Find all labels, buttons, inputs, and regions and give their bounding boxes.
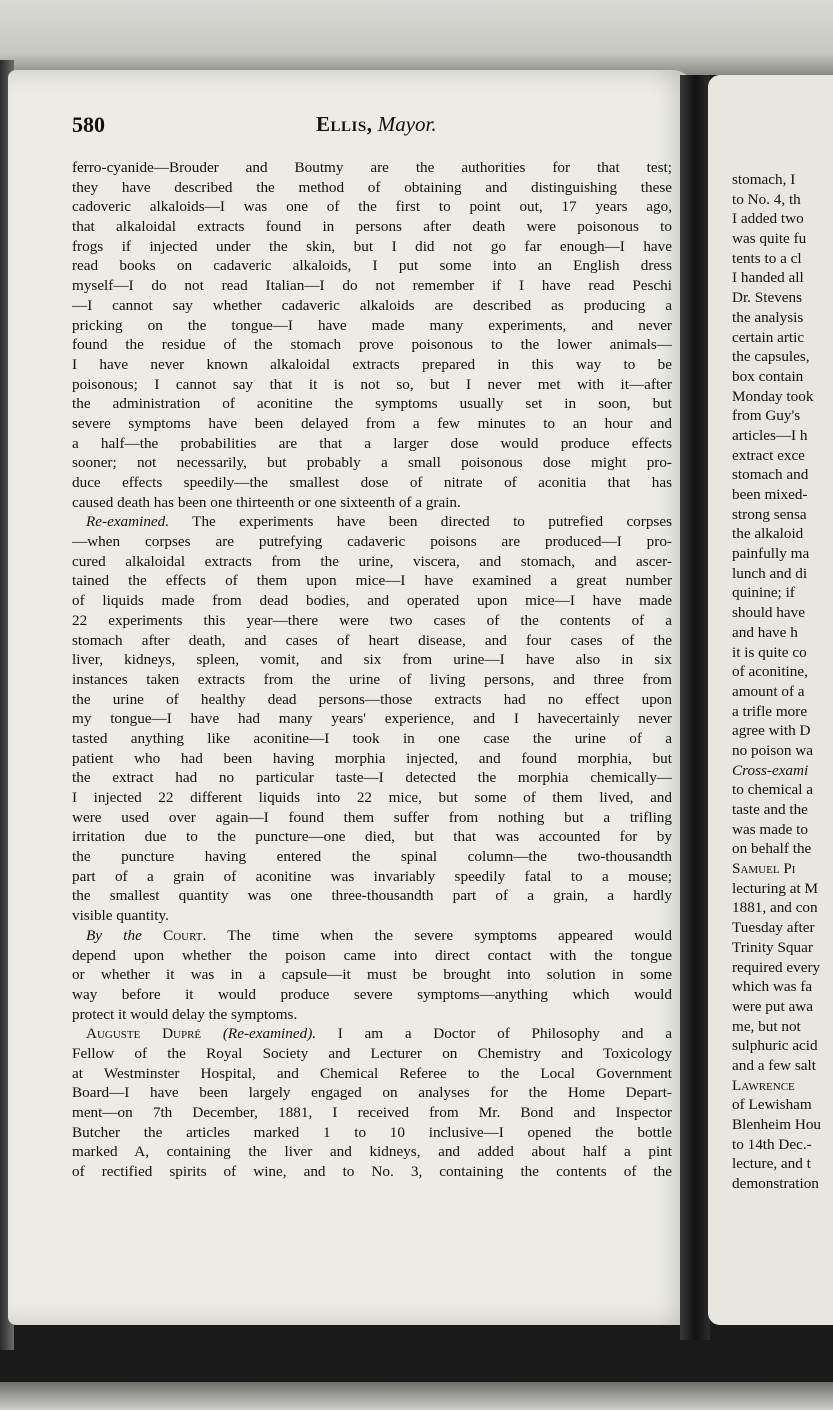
right-page-line: taste and the xyxy=(732,801,808,818)
text-line: my tongue—I have had many years' experience, and I havecertainly never xyxy=(72,710,672,728)
right-page-line: and a few salt xyxy=(732,1056,816,1074)
text-line: a half—the probabilities are that a larger dose would produce effects xyxy=(72,434,672,452)
right-page-line: stomach, I xyxy=(732,171,796,188)
right-page-line: Samuel Pi xyxy=(732,860,796,878)
right-page-line: articles—I h xyxy=(732,426,808,444)
right-page-line: the capsules, xyxy=(732,348,810,366)
text-line: the administration of aconitine the symptoms usually set in soon, but xyxy=(72,395,672,413)
text-line: marked A, containing the liver and kidneys, and added about half a pint xyxy=(72,1143,672,1161)
right-page-line: extract exce xyxy=(732,446,805,464)
text-line: tasted anything like aconitine—I took in one case the urine of a xyxy=(72,729,672,747)
book-bottom-edge xyxy=(0,1382,833,1410)
text-line: I injected 22 different liquids into 22 mice, but some of them lived, and xyxy=(72,789,672,806)
right-page-line: a trifle more xyxy=(732,702,808,720)
right-page-line: Cross-exami xyxy=(732,761,809,779)
right-page-line: tents to a cl xyxy=(732,249,802,267)
right-page-line: demonstration xyxy=(732,1175,819,1193)
text-line: that alkaloidal extracts found in persons after death were poisonous to xyxy=(72,218,672,236)
paragraph-re-examined xyxy=(72,512,672,925)
text-line: Fellow of the Royal Society and Lecturer on Chemistry and Toxicology xyxy=(72,1044,672,1062)
right-page-line: amount of a xyxy=(732,682,805,700)
right-page-line: no poison wa xyxy=(732,741,813,759)
text-line: pricking on the tongue—I have made many experiments, and never xyxy=(72,316,672,334)
text-line: liver, kidneys, spleen, vomit, and six from urine—I have also in six xyxy=(72,651,672,669)
text-line: poisonous; I cannot say that it is not so, but I never met with it—after xyxy=(72,375,672,393)
right-page-line: Lawrence xyxy=(732,1076,795,1094)
text-line: part of a grain of aconitine was invariably speedily fatal to a mouse; xyxy=(72,867,672,885)
text-line: sooner; not necessarily, but probably a small poisonous dose might pro- xyxy=(72,454,672,472)
right-page-line: stomach and xyxy=(732,466,809,484)
text-line: Board—I have been largely engaged on analyses for the Home Depart- xyxy=(72,1084,672,1102)
text-line: they have described the method of obtaining and distinguishing these xyxy=(72,178,672,196)
text-line xyxy=(72,1024,672,1044)
text-line: 22 experiments this year—there were two cases of the contents of a xyxy=(72,611,672,629)
right-page-line: I added two xyxy=(732,210,804,228)
text-line xyxy=(72,926,672,946)
paragraph-dupre xyxy=(72,1024,672,1182)
right-page-line: to No. 4, th xyxy=(732,190,801,208)
text-line: the urine of healthy dead persons—those extracts had no effect upon xyxy=(72,690,672,708)
right-page-line: agree with D xyxy=(732,722,811,740)
re-examined-label: (Re-examined). xyxy=(222,1025,317,1043)
text-line: ferro-cyanide—Brouder and Boutmy are the authorities for that test; xyxy=(72,159,672,176)
book-top-edge xyxy=(0,0,833,75)
text-line: irritation due to the puncture—one died, but that was accounted for by xyxy=(72,828,672,846)
text-line: the smallest quantity was one three-thousandth part of a grain, a hardly xyxy=(72,887,672,905)
text-line: caused death has been one thirteenth or one sixteenth of a grain. xyxy=(72,493,461,511)
right-page-text xyxy=(732,170,833,1194)
re-examined-label: Re-examined. xyxy=(86,513,170,531)
text-line: visible quantity. xyxy=(72,907,169,925)
right-page-line: I handed all xyxy=(732,269,804,287)
text-line: the extract had no particular taste—I detected the morphia chemically— xyxy=(72,769,672,787)
right-page-line: on behalf the xyxy=(732,840,812,858)
right-page-line: 1881, and con xyxy=(732,899,818,917)
paragraph-cross-examination xyxy=(72,158,672,512)
text-line: duce effects speedily—the smallest dose of nitrate of aconitia that has xyxy=(72,474,672,491)
right-page-line: which was fa xyxy=(732,978,813,996)
text-line: way before it would produce severe symptoms—anything which would xyxy=(72,985,672,1003)
text-line: instances taken extracts from the urine of living persons, and three from xyxy=(72,670,672,688)
right-page-line: lunch and di xyxy=(732,564,808,582)
text-line: ment—on 7th December, 1881, I received from Mr. Bond and Inspector xyxy=(72,1104,672,1121)
right-page-line: me, but not xyxy=(732,1017,801,1035)
court-label: Court. xyxy=(163,926,207,944)
right-page-line: Monday took xyxy=(732,387,814,405)
text-line: cured alkaloidal extracts from the urine, viscera, and stomach, and ascer- xyxy=(72,552,672,570)
right-page-line: from Guy's xyxy=(732,407,801,425)
right-page-line: painfully ma xyxy=(732,545,810,563)
right-page-line: the analysis xyxy=(732,308,804,326)
text-line: —I cannot say whether cadaveric alkaloids are described as producing a xyxy=(72,296,672,314)
right-page-line: were put awa xyxy=(732,997,813,1015)
right-page-line: Blenheim Hou xyxy=(732,1116,822,1133)
right-page-line: Dr. Stevens xyxy=(732,289,803,307)
text-line: found the residue of the stomach prove poisonous to the lower animals— xyxy=(72,336,672,354)
text-line: stomach after death, and cases of heart disease, and four cases of the xyxy=(72,631,672,649)
text-line: were used over again—I found them suffer from nothing but a trifling xyxy=(72,808,672,826)
right-page-line: quinine; if xyxy=(732,584,795,602)
right-page-line: required every xyxy=(732,958,821,976)
right-page-line: of Lewisham xyxy=(732,1096,812,1114)
text-fragment: The experiments have been directed to putrefied corpses xyxy=(192,513,672,531)
text-line xyxy=(72,512,672,532)
right-page-line: the alkaloid xyxy=(732,525,804,543)
text-line: read books on cadaveric alkaloids, I put some into an English dress xyxy=(72,257,672,275)
text-line: severe symptoms have been delayed from a few minutes to an hour and xyxy=(72,414,672,432)
right-page-line: been mixed- xyxy=(732,486,808,503)
right-page-line: lecturing at M xyxy=(732,879,819,897)
right-page-line: strong sensa xyxy=(732,505,807,523)
by-the-label: By the xyxy=(86,926,142,944)
right-page-line: to chemical a xyxy=(732,781,813,799)
right-page-line: it is quite co xyxy=(732,643,807,661)
right-page-line: to 14th Dec.- xyxy=(732,1135,812,1153)
page-number: 580 xyxy=(72,112,105,137)
right-page-line: certain artic xyxy=(732,328,805,346)
page-header xyxy=(72,112,672,146)
text-line: patient who had been having morphia injected, and found morphia, but xyxy=(72,749,672,767)
witness-name: Auguste Dupré xyxy=(86,1025,202,1043)
right-page-line: Tuesday after xyxy=(732,919,815,937)
running-head-name: Ellis, xyxy=(316,112,373,136)
running-head xyxy=(316,112,437,137)
text-line: at Westminster Hospital, and Chemical Referee to the Local Government xyxy=(72,1064,672,1082)
right-page-line: was quite fu xyxy=(732,230,807,248)
text-line: of rectified spirits of wine, and to No. 3, containing the contents of the xyxy=(72,1163,672,1181)
text-line: the puncture having entered the spinal column—the two-thousandth xyxy=(72,848,672,866)
paragraph-by-the-court xyxy=(72,926,672,1024)
text-line: of liquids made from dead bodies, and operated upon mice—I have made xyxy=(72,592,672,610)
text-line: tained the effects of them upon mice—I have examined a great number xyxy=(72,572,672,590)
right-page-line: of aconitine, xyxy=(732,663,808,681)
right-page-line: sulphuric acid xyxy=(732,1037,818,1055)
text-line: or whether it was in a capsule—it must be brought into solution in some xyxy=(72,966,672,984)
main-text-column xyxy=(72,158,672,1182)
text-fragment: I am a Doctor of Philosophy and a xyxy=(337,1025,672,1043)
text-line: frogs if injected under the skin, but I did not go far enough—I have xyxy=(72,237,672,255)
right-page-line: Trinity Squar xyxy=(732,938,813,956)
right-page-line: and have h xyxy=(732,623,798,641)
text-line: I have never known alkaloidal extracts prepared in this way to be xyxy=(72,355,672,373)
right-page-line: was made to xyxy=(732,820,808,838)
right-page-line: lecture, and t xyxy=(732,1155,811,1173)
right-page-line: should have xyxy=(732,604,805,622)
text-line: myself—I do not read Italian—I do not remember if I have read Peschi xyxy=(72,277,672,295)
text-fragment: The time when the severe symptoms appeared would xyxy=(227,926,672,944)
text-line: depend upon whether the poison came into direct contact with the tongue xyxy=(72,946,672,964)
text-line: —when corpses are putrefying cadaveric poisons are produced—I pro- xyxy=(72,533,672,551)
text-line: protect it would delay the symptoms. xyxy=(72,1005,298,1023)
right-page-line: box contain xyxy=(732,367,804,385)
text-line: Butcher the articles marked 1 to 10 inclusive—I opened the bottle xyxy=(72,1123,672,1141)
text-line: cadoveric alkaloids—I was one of the first to point out, 17 years ago, xyxy=(72,198,672,216)
running-head-title: Mayor. xyxy=(377,112,437,136)
book-gutter xyxy=(680,75,710,1340)
